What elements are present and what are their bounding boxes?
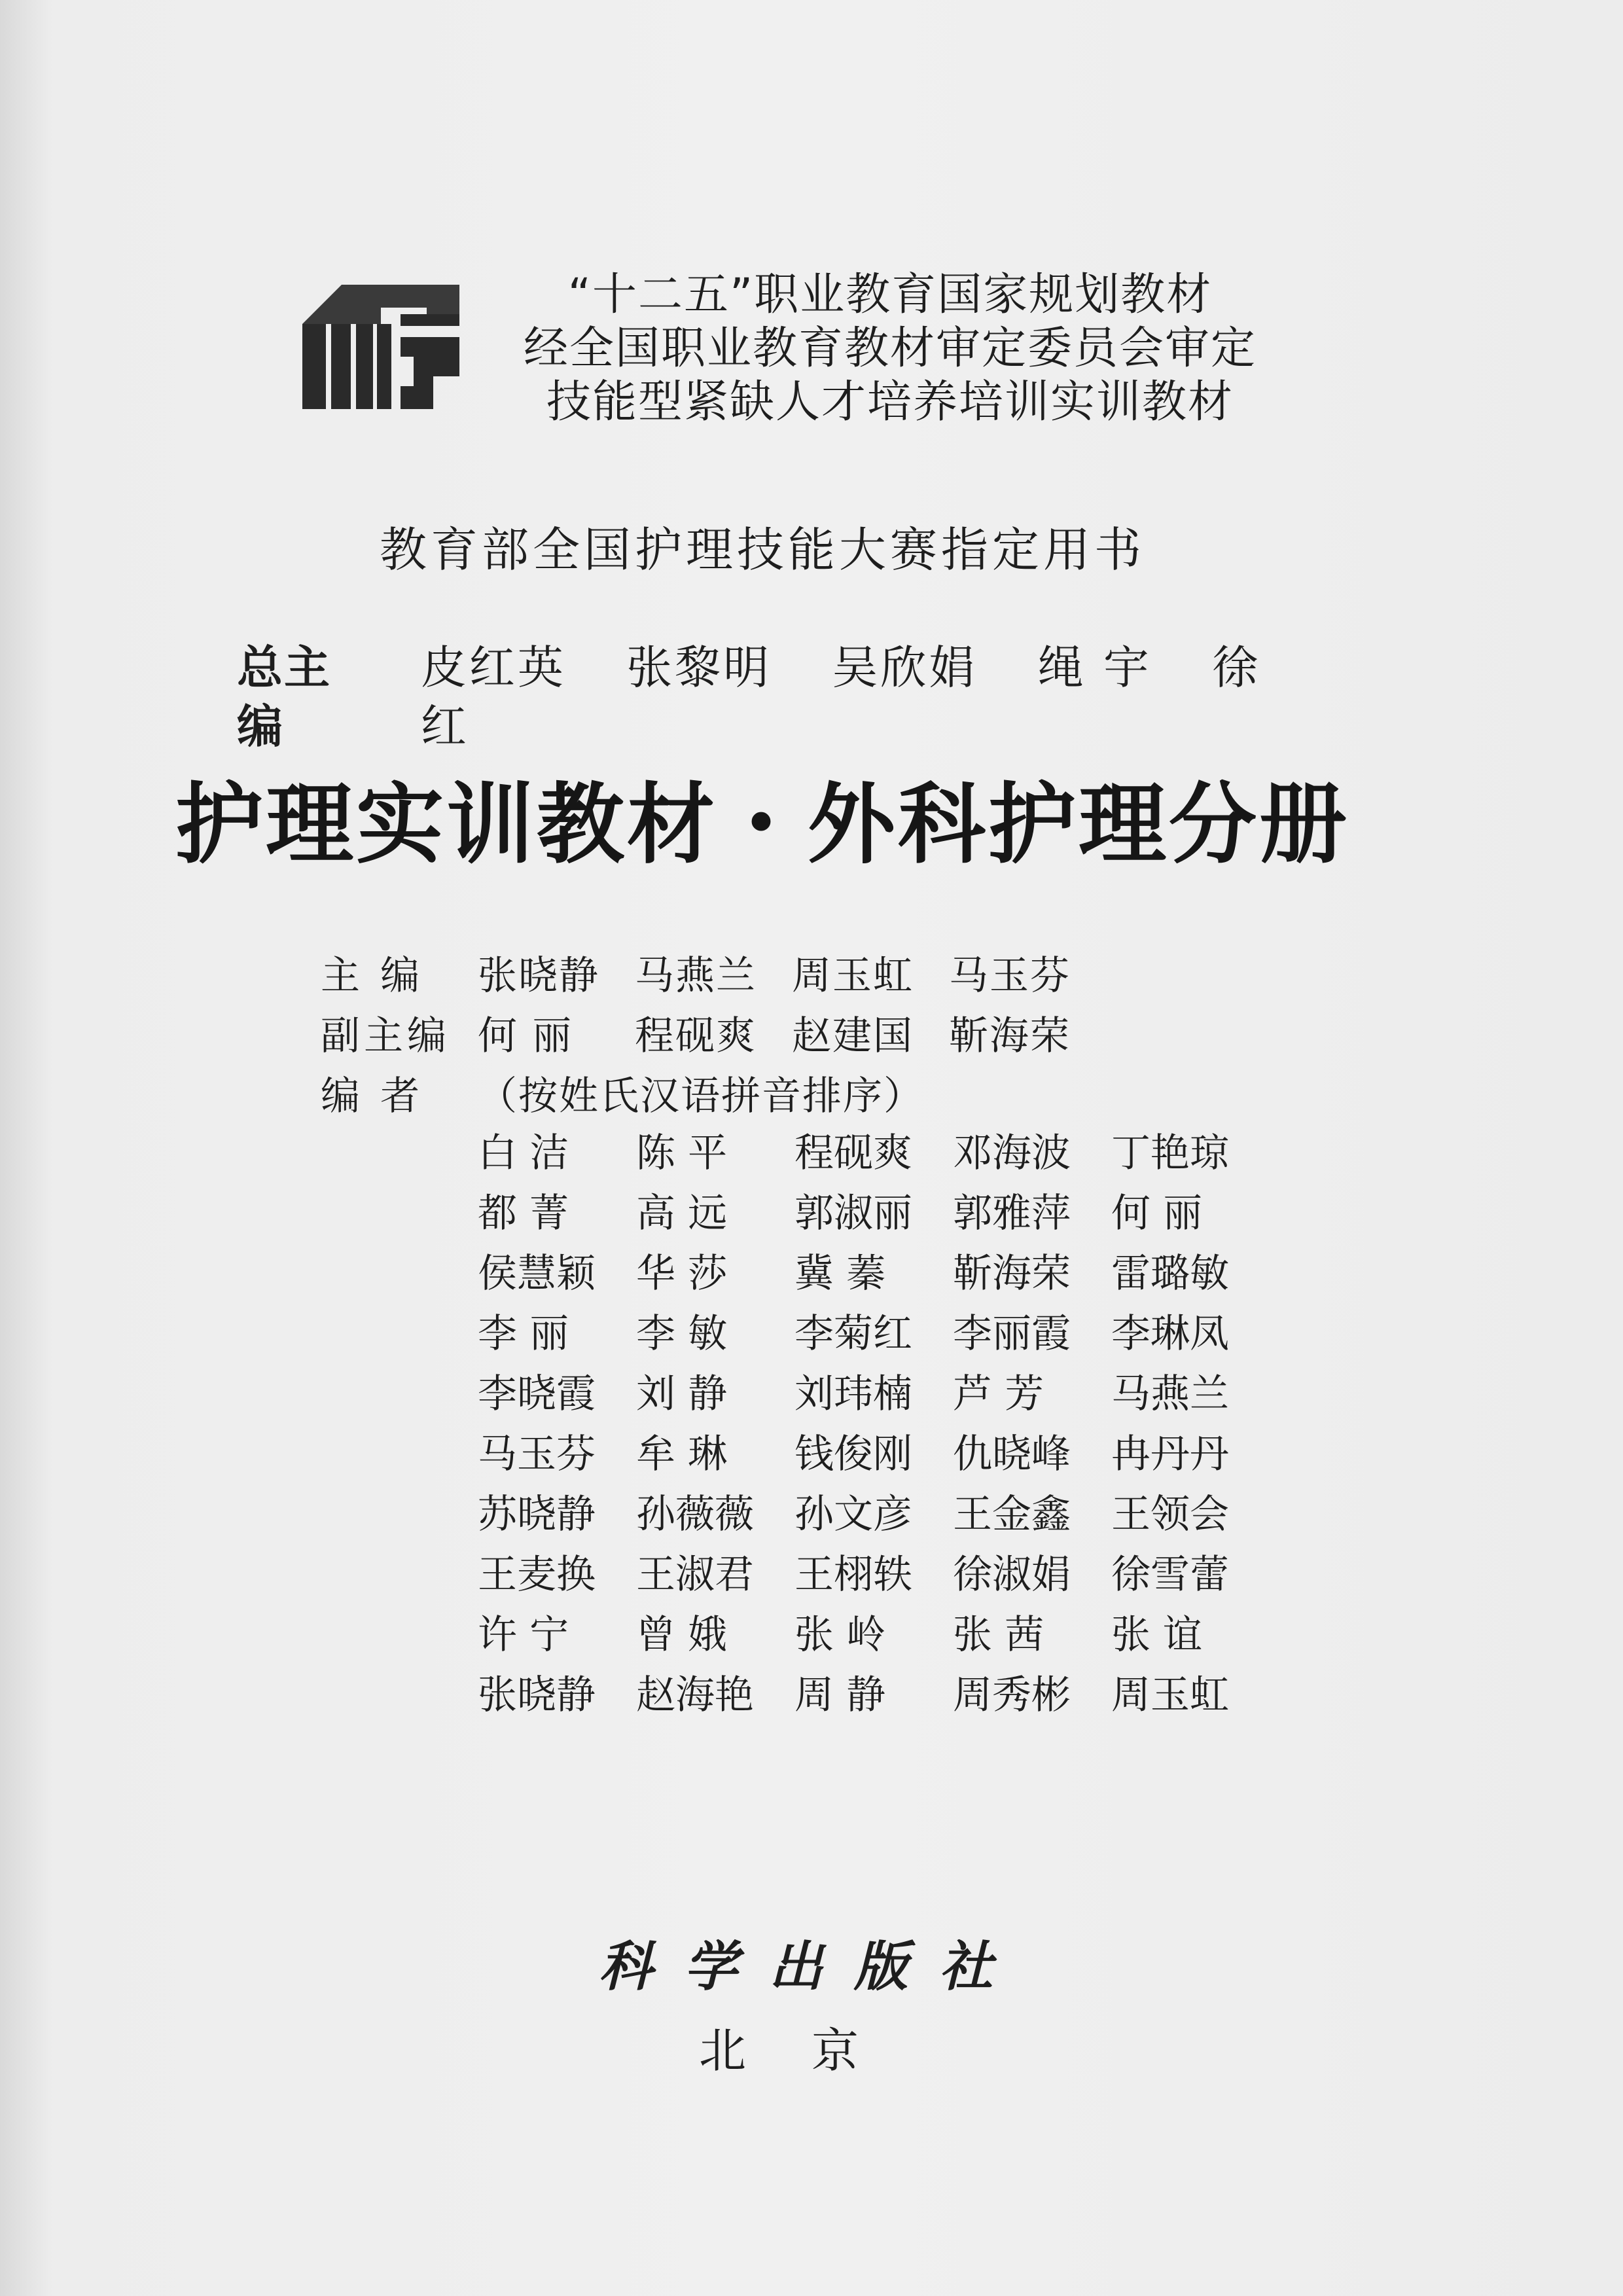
- designation-line: 教育部全国护理技能大赛指定用书: [380, 522, 1146, 577]
- editor-name: 程砚爽: [635, 1013, 757, 1059]
- contributor-name: 李晓霞: [478, 1371, 596, 1417]
- chief-editor-row: [237, 638, 1349, 756]
- contributor-name: 仇晓峰: [953, 1431, 1071, 1477]
- contributor-name: 曾 娥: [636, 1612, 728, 1658]
- contributor-name: 李丽霞: [953, 1311, 1071, 1357]
- contributor-name: 侯慧颖: [478, 1251, 596, 1297]
- editor-name: 赵建国: [792, 1013, 914, 1059]
- series-line-2: 经全国职业教育教材审定委员会审定: [523, 323, 1257, 374]
- main-editor-names: [478, 946, 1106, 1006]
- contributor-name: 冉丹丹: [1111, 1431, 1229, 1477]
- deputy-editor-row: [321, 1006, 1106, 1066]
- contributor-name: 何 丽: [1111, 1191, 1203, 1236]
- main-editor-row: [321, 946, 1106, 1006]
- contributor-name: 李 敏: [636, 1311, 728, 1357]
- publisher-name: 科学出版社: [599, 1935, 1024, 1998]
- editor-name: 马玉芬: [949, 953, 1071, 999]
- contributor-name: 冀 蓁: [794, 1251, 886, 1297]
- editor-name: 靳海荣: [949, 1013, 1071, 1059]
- contributor-name: 陈 平: [636, 1130, 728, 1176]
- contributor-name: 张 茜: [953, 1612, 1044, 1658]
- contributor-name: 周秀彬: [953, 1672, 1071, 1718]
- editor-name: 马燕兰: [635, 953, 757, 999]
- contributor-name: 高 远: [636, 1191, 728, 1236]
- editor-name: 张晓静: [478, 953, 599, 999]
- editor-name: 何 丽: [478, 1013, 573, 1059]
- contributor-name: 徐淑娟: [953, 1552, 1071, 1598]
- series-line-1: “十二五”职业教育国家规划教材: [567, 269, 1213, 321]
- contributors-row: [321, 1066, 1106, 1126]
- contributors-label: 编 者: [321, 1073, 424, 1119]
- chief-editor-name: 绳 宇: [1037, 641, 1152, 694]
- contributor-name: 程砚爽: [794, 1130, 912, 1176]
- contributor-name: 王领会: [1111, 1492, 1229, 1537]
- chief-editor-name: 张黎明: [626, 641, 772, 694]
- contributor-name: 赵海艳: [636, 1672, 754, 1718]
- contributor-name: 王栩轶: [794, 1552, 912, 1598]
- chief-editor-name: 徐 红: [420, 641, 1261, 753]
- contributor-name: 李琳凤: [1111, 1311, 1229, 1357]
- publisher-logo-icon: [302, 278, 459, 412]
- contributor-name: 牟 琳: [636, 1431, 728, 1477]
- contributor-name: 王淑君: [636, 1552, 754, 1598]
- contributor-name: 马玉芬: [478, 1431, 596, 1477]
- publisher-city: 北京: [698, 2023, 924, 2078]
- contributor-name: 周 静: [794, 1672, 886, 1718]
- chief-editor-names: [421, 638, 1349, 756]
- contributor-name: 郭雅萍: [953, 1191, 1071, 1236]
- deputy-editor-names: [478, 1006, 1106, 1066]
- book-title: 护理实训教材・外科护理分册: [175, 774, 1350, 876]
- chief-editor-name: 皮红英: [420, 641, 566, 694]
- contributors-note: （按姓氏汉语拼音排序）: [478, 1073, 924, 1119]
- chief-editor-label: 总主编: [237, 641, 331, 753]
- contributor-name: 雷璐敏: [1111, 1251, 1229, 1297]
- chief-editor-name: 吴欣娟: [832, 641, 978, 694]
- contributor-name: 徐雪蕾: [1111, 1552, 1229, 1598]
- editor-roles: [321, 946, 1106, 1126]
- contributor-name: 王麦换: [478, 1552, 596, 1598]
- deputy-editor-label: 副主编: [321, 1013, 450, 1059]
- contributor-name: 靳海荣: [953, 1251, 1071, 1297]
- contributor-name: 钱俊刚: [794, 1431, 912, 1477]
- contributor-name: 苏晓静: [478, 1492, 596, 1537]
- contributor-name: 孙文彦: [794, 1492, 912, 1537]
- contributor-name: 丁艳琼: [1111, 1130, 1229, 1176]
- contributor-name: 刘玮楠: [794, 1371, 912, 1417]
- series-line-3: 技能型紧缺人才培养培训实训教材: [546, 376, 1234, 428]
- contributor-name: 李菊红: [794, 1311, 912, 1357]
- main-editor-label: 主 编: [321, 953, 424, 999]
- contributor-name: 孙薇薇: [636, 1492, 754, 1537]
- contributor-name: 都 菁: [478, 1191, 569, 1236]
- contributor-name: 许 宁: [478, 1612, 569, 1658]
- contributor-name: 华 莎: [636, 1251, 728, 1297]
- contributor-name: 白 洁: [478, 1130, 569, 1176]
- contributor-name: 李 丽: [478, 1311, 569, 1357]
- contributor-name: 邓海波: [953, 1130, 1071, 1176]
- contributor-name: 马燕兰: [1111, 1371, 1229, 1417]
- editor-name: 周玉虹: [792, 953, 914, 999]
- contributor-name: 张晓静: [478, 1672, 596, 1718]
- contributor-name: 郭淑丽: [794, 1191, 912, 1236]
- contributor-name: 周玉虹: [1111, 1672, 1229, 1718]
- contributor-name: 刘 静: [636, 1371, 728, 1417]
- contributor-name: 张 谊: [1111, 1612, 1203, 1658]
- contributor-name: 张 岭: [794, 1612, 886, 1658]
- series-block: [484, 268, 1296, 429]
- contributor-name: 王金鑫: [953, 1492, 1071, 1537]
- contributor-name: 芦 芳: [953, 1371, 1044, 1417]
